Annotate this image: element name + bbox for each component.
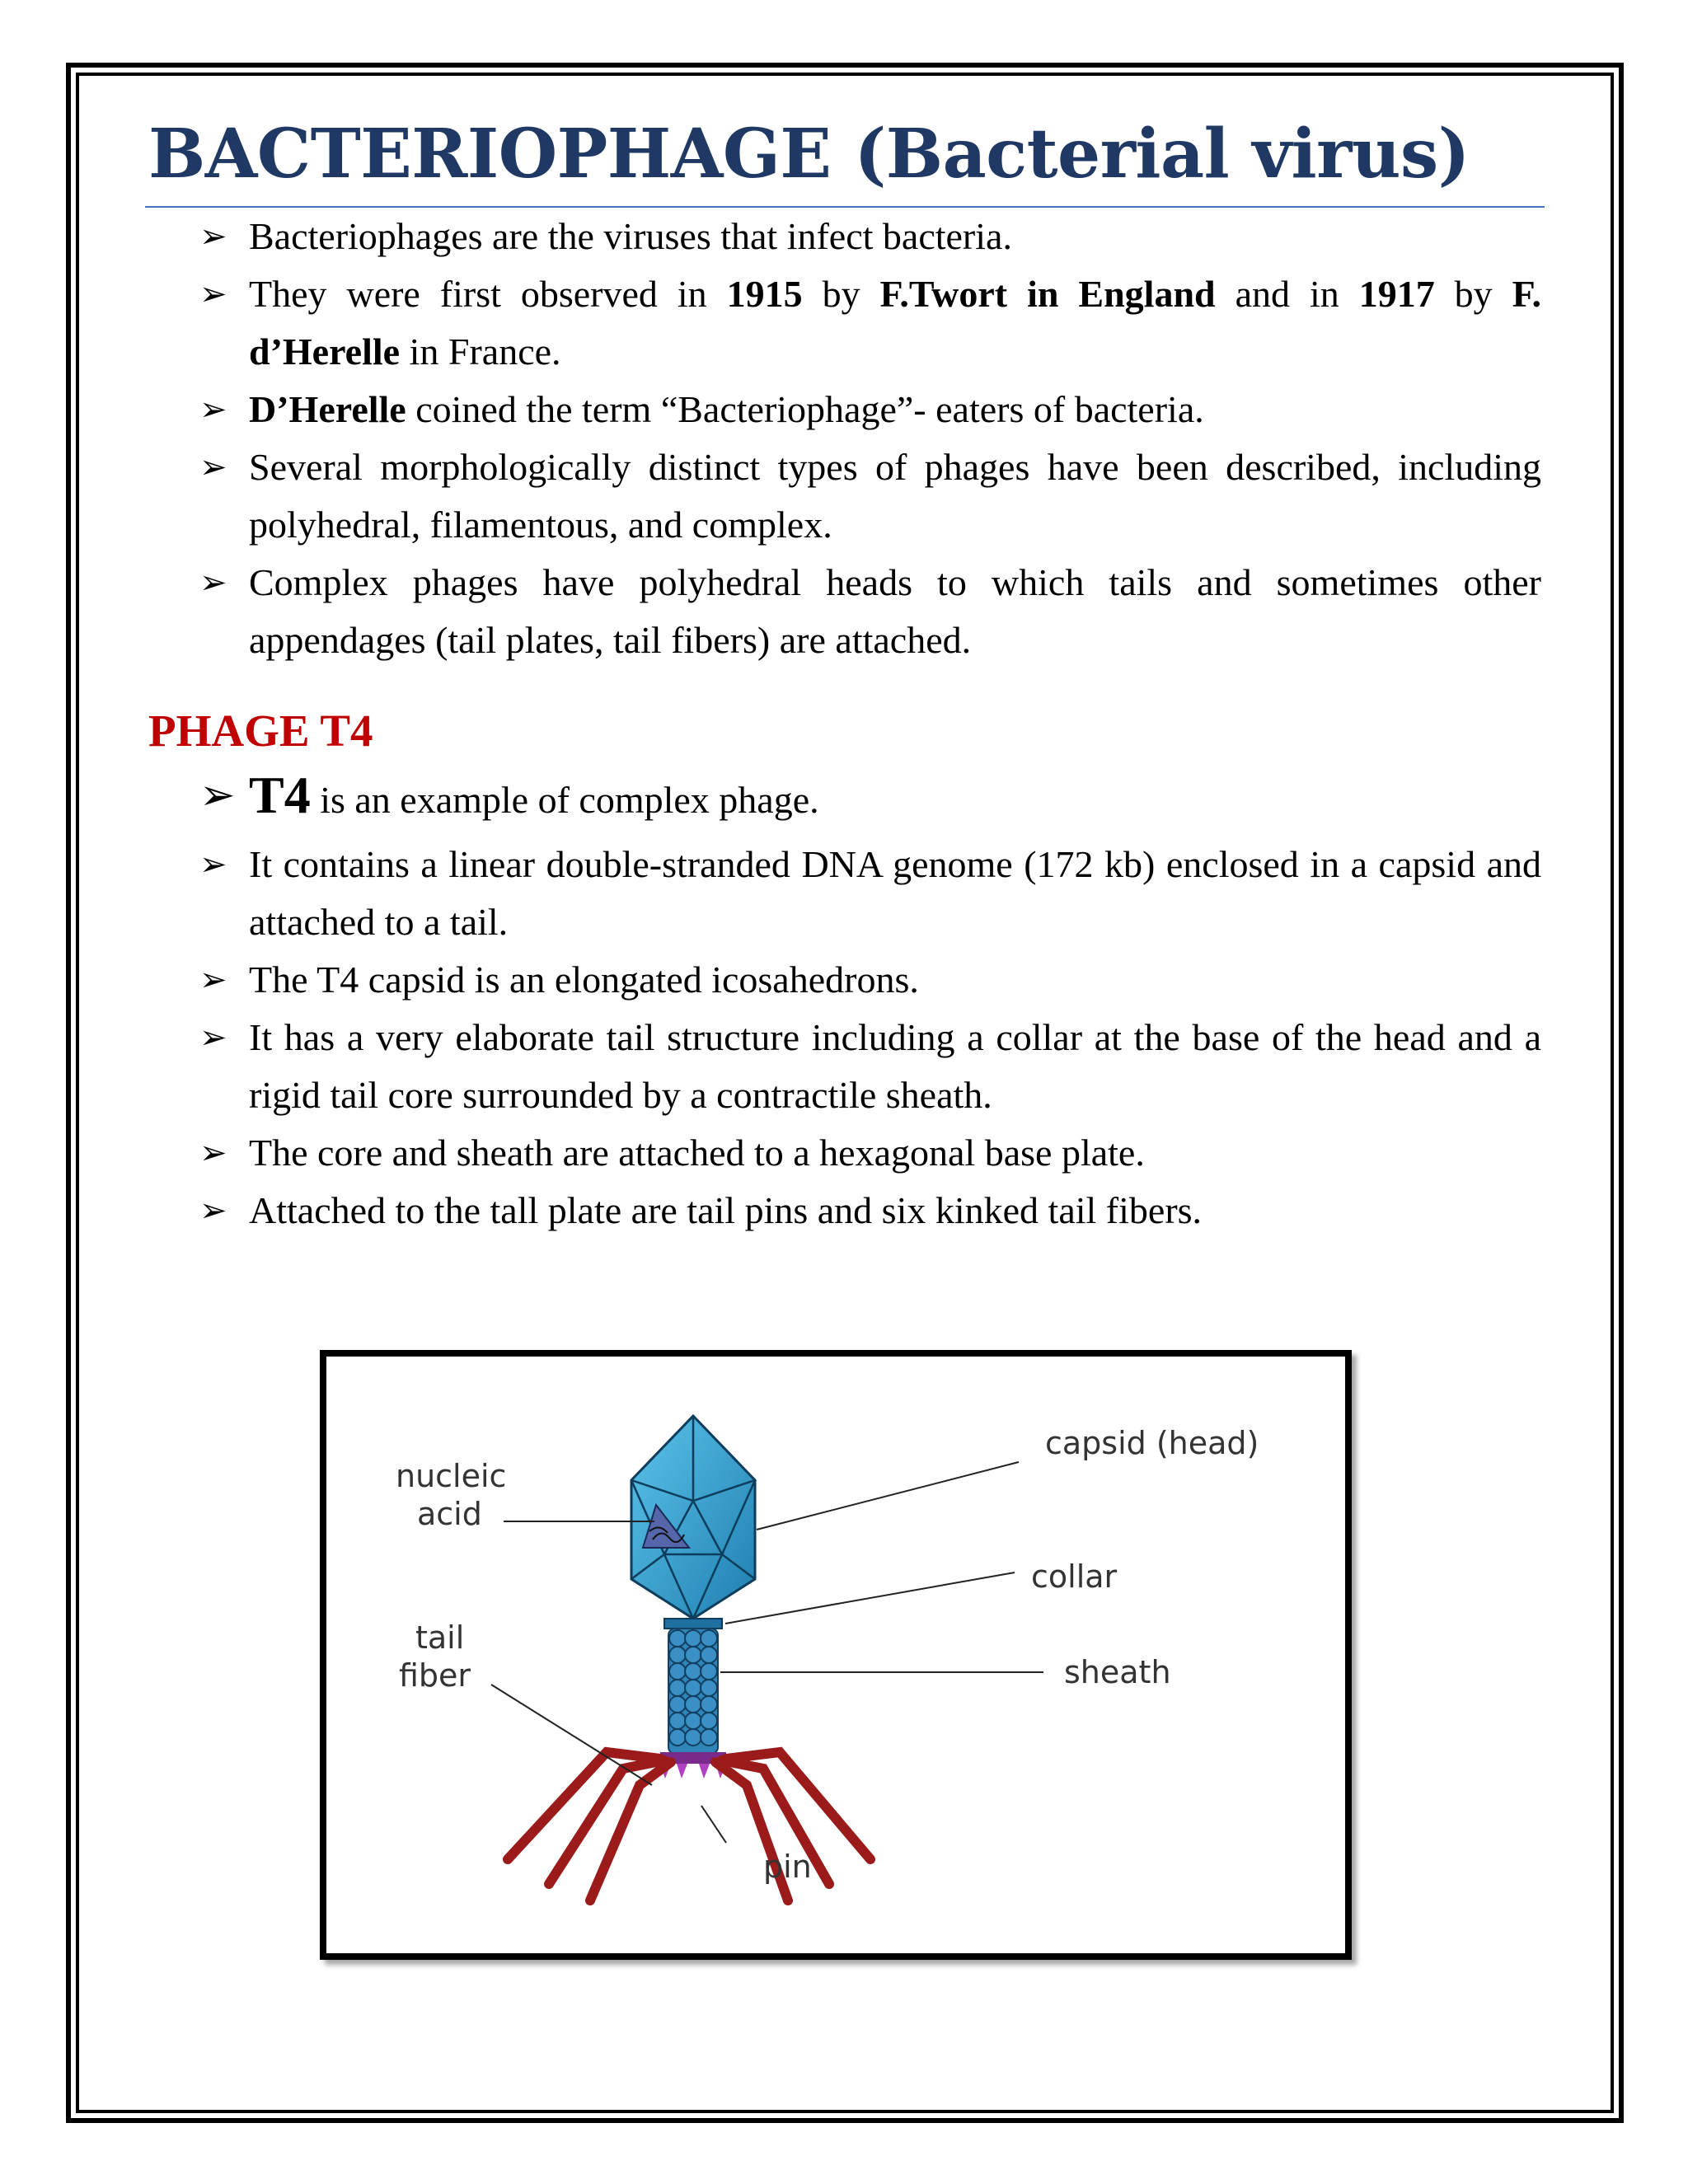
- arrow-bullet-icon: ➢: [199, 1019, 227, 1057]
- bullet-text: Several morphologically distinct types of phages have been described, including polyhedral, filamentous, and complex.: [249, 446, 1541, 546]
- capsid-shape: [631, 1416, 755, 1619]
- list-item: [148, 1124, 1541, 1182]
- tail-fiber-label-line1: tail: [415, 1619, 465, 1656]
- bullet-text-segment: They were first observed in: [249, 273, 727, 316]
- list-item: [148, 951, 1541, 1009]
- bullet-text: Attached to the tall plate are tail pins and six kinked tail fibers.: [249, 1189, 1203, 1232]
- twort-england: F.Twort in England: [879, 273, 1216, 316]
- capsid-label: capsid (head): [1045, 1425, 1259, 1461]
- bullet-text-segment: by: [802, 273, 880, 316]
- arrow-bullet-icon: ➢: [199, 275, 227, 314]
- arrow-bullet-icon: ➢: [199, 448, 227, 487]
- bullet-text: Bacteriophages are the viruses that infect bacteria.: [249, 215, 1012, 258]
- list-item: [148, 438, 1541, 554]
- t4-bullet-list: [148, 760, 1541, 1240]
- list-item: [148, 1009, 1541, 1124]
- list-item: [148, 208, 1541, 265]
- bullet-text: It contains a linear double-stranded DNA genome (172 kb) enclosed in a capsid and attached to a tail.: [249, 843, 1541, 944]
- arrow-bullet-icon: ➢: [199, 564, 227, 602]
- page-content: [148, 107, 1541, 1240]
- collar-label: collar: [1031, 1558, 1118, 1595]
- list-item: [148, 554, 1541, 669]
- sheath-label: sheath: [1064, 1654, 1171, 1690]
- nucleic-acid-label-line2: acid: [417, 1496, 482, 1532]
- arrow-bullet-icon: ➢: [199, 218, 227, 256]
- section-heading: PHAGE T4: [148, 705, 373, 757]
- bullet-text-segment: in France.: [400, 330, 561, 373]
- phage-diagram-svg: [326, 1357, 1345, 1953]
- year-1917: 1917: [1358, 273, 1435, 316]
- list-item: [148, 836, 1541, 951]
- nucleic-acid-label-line1: nucleic: [396, 1458, 507, 1494]
- sheath-shape: [668, 1629, 718, 1754]
- collar-shape: [664, 1619, 722, 1629]
- arrow-bullet-icon: ➢: [199, 1134, 227, 1173]
- tail-fiber-label-line2: fiber: [399, 1657, 471, 1694]
- list-item: [148, 1182, 1541, 1240]
- list-item: [148, 381, 1541, 438]
- arrow-bullet-icon: ➢: [199, 771, 236, 821]
- arrow-bullet-icon: ➢: [199, 1192, 227, 1230]
- page-title: BACTERIOPHAGE (Bacterial virus): [148, 115, 1470, 194]
- intro-bullet-list: [148, 208, 1541, 669]
- bullet-text: Complex phages have polyhedral heads to which tails and sometimes other appendages (tail plates, tail fibers) are attached.: [249, 561, 1541, 662]
- arrow-bullet-icon: ➢: [199, 961, 227, 1000]
- tail-fibers: [508, 1752, 870, 1900]
- phage-t4-diagram: [320, 1350, 1352, 1960]
- bullet-text-segment: coined the term “Bacteriophage”- eaters of bacteria.: [406, 388, 1204, 431]
- bullet-text: The core and sheath are attached to a hexagonal base plate.: [249, 1132, 1145, 1174]
- dherelle-name: F. d’Herelle: [249, 273, 1542, 373]
- bullet-text-segment: by: [1434, 273, 1512, 316]
- arrow-bullet-icon: ➢: [199, 391, 227, 429]
- list-item: [148, 760, 1541, 836]
- bullet-text-segment: and in: [1215, 273, 1359, 316]
- year-1915: 1915: [726, 273, 803, 316]
- bullet-text: It has a very elaborate tail structure including a collar at the base of the head and a rigid tail core surrounded by a contractile sheath.: [249, 1016, 1541, 1117]
- t4-label: T4: [249, 766, 311, 825]
- bullet-text: The T4 capsid is an elongated icosahedrons.: [249, 958, 919, 1001]
- list-item: [148, 265, 1541, 381]
- dherelle-name: D’Herelle: [249, 388, 406, 431]
- arrow-bullet-icon: ➢: [199, 846, 227, 884]
- bullet-text-segment: is an example of complex phage.: [310, 779, 819, 822]
- pin-label: pin: [763, 1849, 812, 1885]
